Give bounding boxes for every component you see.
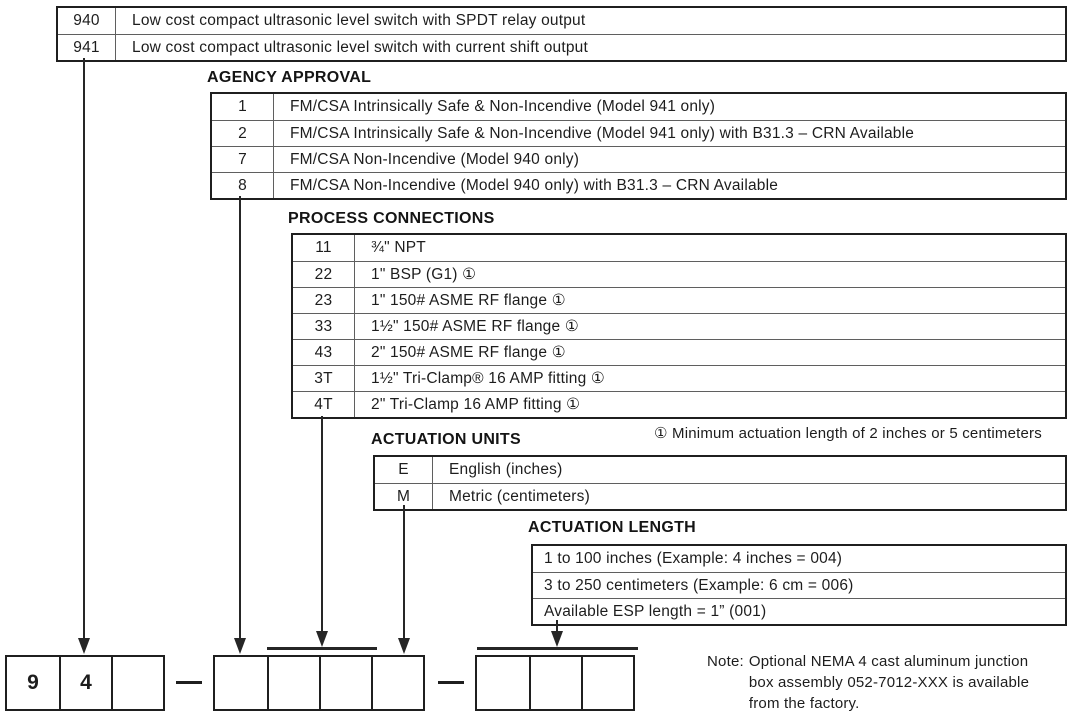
agency-arrow-icon [234,638,246,654]
model-arrow-icon [78,638,90,654]
actuation-length-table [531,544,1067,626]
units-code: E [375,457,433,483]
table-row [533,572,1065,598]
units-connector-line [403,505,405,638]
table-row [533,598,1065,624]
table-row [212,146,1065,172]
table-row [212,120,1065,146]
digit-box [111,657,163,709]
table-row [375,457,1065,483]
agency-code: 7 [212,147,274,172]
digit-box [319,657,371,709]
model-connector-line [83,58,85,638]
minimum-actuation-footnote: ① Minimum actuation length of 2 inches or 5 centimeters [654,425,1042,442]
digit-box: 4 [59,657,111,709]
agency-code: 8 [212,173,274,198]
process-connections-table [291,233,1067,419]
process-desc: 2" Tri-Clamp 16 AMP fitting ① [371,396,581,413]
length-arrow-icon [551,631,563,647]
agency-desc: FM/CSA Intrinsically Safe & Non-Incendive (Model 941 only) [290,98,716,115]
units-code: M [375,484,433,509]
process-digits-bracket [267,647,377,650]
process-code: 4T [293,392,355,417]
model-code: 940 [58,8,116,34]
length-desc: Available ESP length = 1” (001) [544,602,767,620]
table-row [533,546,1065,572]
process-code: 11 [293,235,355,261]
actuation-length-title: ACTUATION LENGTH [528,519,697,536]
digit-box [371,657,423,709]
model-digit-group-1 [5,655,165,711]
digit-box: 9 [27,671,39,694]
process-desc: 1" 150# ASME RF flange ① [371,292,566,309]
table-row [375,483,1065,509]
length-digits-bracket [477,647,638,650]
agency-desc: FM/CSA Non-Incendive (Model 940 only) with B31.3 – CRN Available [290,176,779,194]
table-row [293,261,1065,287]
table-row [212,172,1065,198]
table-row [293,339,1065,365]
table-row [293,313,1065,339]
process-connections-title: PROCESS CONNECTIONS [288,210,495,227]
table-row [58,34,1065,60]
process-code: 23 [293,288,355,313]
table-row [293,391,1065,417]
digit-box [529,657,581,709]
length-desc: 1 to 100 inches (Example: 4 inches = 004) [544,550,843,567]
agency-desc: FM/CSA Non-Incendive (Model 940 only) [290,150,580,168]
process-code: 22 [293,262,355,287]
process-desc: 1" BSP (G1) ① [371,266,477,283]
process-code: 3T [293,366,355,391]
process-arrow-icon [316,631,328,647]
note-label: Note: [707,653,744,670]
digit-box [267,657,319,709]
agency-connector-line [239,196,241,638]
model-code: 941 [58,35,116,60]
agency-approval-table [210,92,1067,200]
digit-box [477,657,529,709]
process-code: 33 [293,314,355,339]
process-connector-line [321,416,323,632]
table-row [293,287,1065,313]
actuation-units-table [373,455,1067,511]
digit-box [215,657,267,709]
agency-approval-title: AGENCY APPROVAL [207,69,372,86]
model-digit-group-2 [213,655,425,711]
hyphen-separator [176,681,202,684]
table-row [58,8,1065,34]
process-desc: 2" 150# ASME RF flange ① [371,344,566,361]
units-arrow-icon [398,638,410,654]
model-desc: Low cost compact ultrasonic level switch with current shift output [132,38,589,56]
table-row [293,235,1065,261]
agency-code: 1 [212,94,274,120]
agency-code: 2 [212,121,274,146]
model-table [56,6,1067,62]
units-desc: English (inches) [449,461,563,478]
length-desc: 3 to 250 centimeters (Example: 6 cm = 006) [544,576,854,594]
agency-desc: FM/CSA Intrinsically Safe & Non-Incendive (Model 941 only) with B31.3 – CRN Available [290,124,915,142]
process-desc: 1½" Tri-Clamp® 16 AMP fitting ① [371,370,606,387]
digit-box [581,657,633,709]
hyphen-separator [438,681,464,684]
table-row [293,365,1065,391]
process-desc: ¾" NPT [371,239,426,256]
junction-box-note [707,651,1041,714]
model-digit-group-3 [475,655,635,711]
note-text: Optional NEMA 4 cast aluminum junction box assembly 052-7012-XXX is available from the factory. [748,653,1030,712]
units-desc: Metric (centimeters) [449,487,590,505]
process-desc: 1½" 150# ASME RF flange ① [371,318,579,335]
model-desc: Low cost compact ultrasonic level switch with SPDT relay output [132,12,586,29]
table-row [212,94,1065,120]
actuation-units-title: ACTUATION UNITS [371,431,521,448]
process-code: 43 [293,340,355,365]
